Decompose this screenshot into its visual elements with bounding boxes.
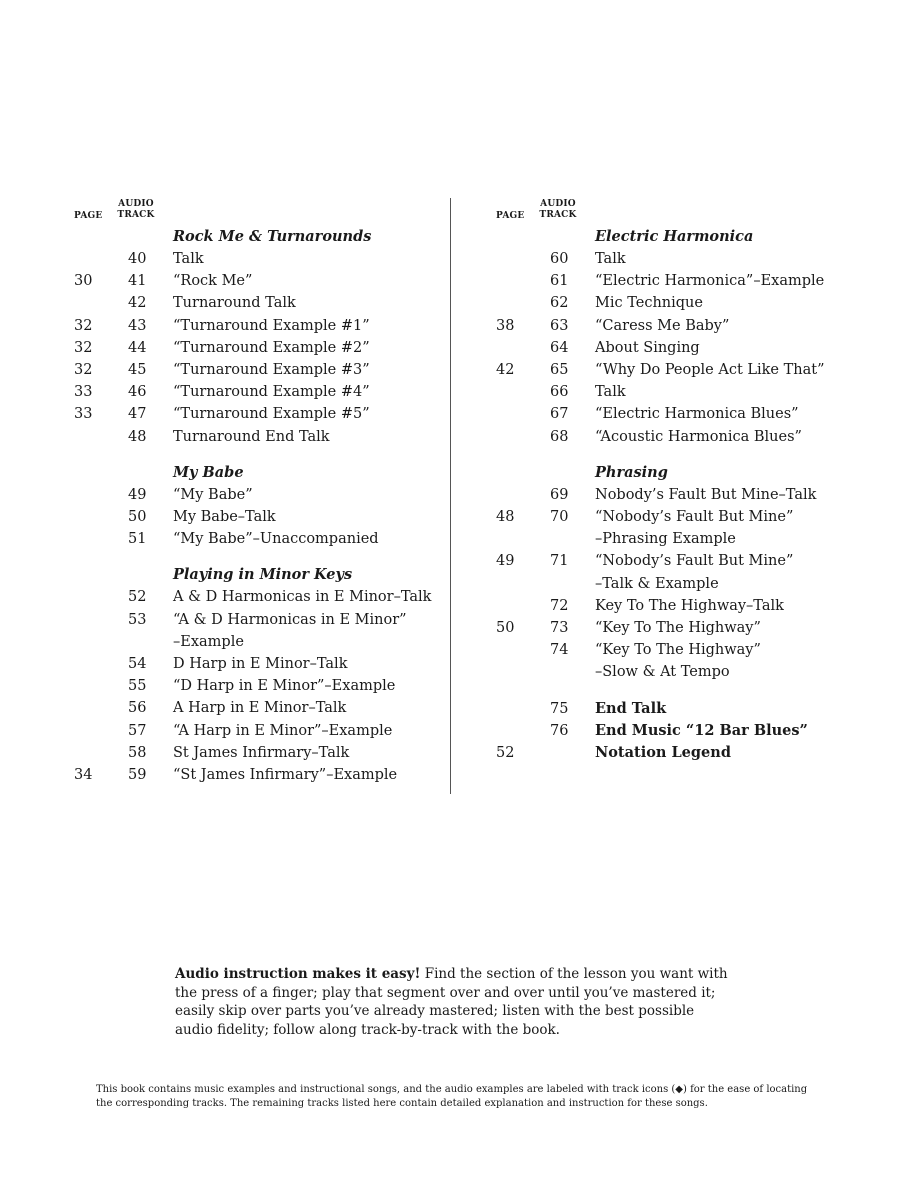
entry-title: “Turnaround Example #5” — [173, 406, 370, 423]
track-entry — [482, 720, 862, 742]
entry-title: Talk — [173, 251, 204, 267]
entry-title: “Nobody’s Fault But Mine” — [595, 553, 794, 570]
entry-page-number: 49 — [496, 553, 515, 570]
entry-track-number: 44 — [128, 339, 147, 356]
track-entry — [60, 484, 440, 506]
audio-track-header — [116, 199, 156, 221]
entry-title: “Turnaround Example #2” — [173, 339, 370, 356]
left-sections — [60, 226, 440, 786]
track-header-label: TRACK — [539, 210, 577, 220]
track-entry — [482, 506, 862, 550]
entry-title-continuation: –Slow & At Tempo — [595, 664, 730, 681]
left-column — [60, 190, 440, 786]
entry-track-number: 59 — [128, 767, 147, 784]
entry-track-number: 46 — [128, 384, 147, 401]
entry-title: End Talk — [595, 699, 667, 717]
entry-title: Nobody’s Fault But Mine–Talk — [595, 486, 817, 503]
track-entry — [60, 609, 440, 653]
entry-track-number: 50 — [128, 509, 147, 526]
track-entry — [60, 337, 440, 359]
entry-title: D Harp in E Minor–Talk — [173, 656, 348, 673]
entry-title: Key To The Highway–Talk — [595, 597, 784, 614]
track-entry — [60, 292, 440, 314]
entry-track-number: 76 — [550, 722, 569, 739]
entry-page-number: 33 — [74, 406, 93, 423]
right-sections — [482, 226, 862, 684]
entry-track-number: 51 — [128, 531, 147, 548]
track-entry — [482, 359, 862, 381]
entry-title-continuation: –Example — [173, 633, 244, 650]
toc-section — [60, 462, 440, 551]
entry-track-number: 60 — [550, 251, 569, 267]
track-entry — [482, 381, 862, 403]
entry-page-number: 50 — [496, 620, 515, 637]
entry-track-number: 67 — [550, 406, 569, 423]
entry-title: St James Infirmary–Talk — [173, 744, 350, 761]
entry-title: “Turnaround Example #3” — [173, 362, 370, 379]
entry-track-number: 74 — [550, 642, 569, 659]
closing-entries — [482, 698, 862, 765]
entry-track-number: 56 — [128, 700, 147, 717]
track-entry — [482, 426, 862, 448]
entry-title: “St James Infirmary”–Example — [173, 767, 398, 784]
track-entry — [60, 426, 440, 448]
entry-title: “Acoustic Harmonica Blues” — [595, 428, 802, 445]
entry-track-number: 62 — [550, 295, 569, 312]
track-entry — [60, 653, 440, 675]
section-title: Electric Harmonica — [595, 228, 754, 245]
entry-title: “Caress Me Baby” — [595, 317, 730, 334]
entry-track-number: 72 — [550, 597, 569, 614]
entry-title: Mic Technique — [595, 295, 703, 312]
right-column — [482, 190, 862, 764]
promo-body: Find the section of the lesson you want with the press of a finger; play that segment over and over until you’ve mastered it; easily skip over parts you’ve already mastered; listen with the best possible audio fidelity; follow along track-by-track with the book. — [175, 966, 728, 1038]
entry-track-number: 73 — [550, 620, 569, 637]
track-entry — [60, 315, 440, 337]
entry-title: “Turnaround Example #1” — [173, 317, 370, 334]
track-entry — [482, 337, 862, 359]
entry-title: Notation Legend — [595, 744, 731, 762]
entry-title: “Key To The Highway” — [595, 642, 761, 659]
entry-track-number: 57 — [128, 722, 147, 739]
entry-track-number: 68 — [550, 428, 569, 445]
entry-title-continuation: –Phrasing Example — [595, 531, 736, 548]
entry-track-number: 42 — [128, 295, 147, 312]
entry-track-number: 64 — [550, 339, 569, 356]
page-header-label: PAGE — [496, 211, 525, 221]
track-entry — [482, 292, 862, 314]
entry-track-number: 40 — [128, 251, 147, 267]
toc-section — [482, 462, 862, 684]
page-header-label: PAGE — [74, 211, 103, 221]
track-entry — [482, 315, 862, 337]
track-entry — [482, 270, 862, 292]
entry-page-number: 42 — [496, 362, 515, 379]
entry-title: “Nobody’s Fault But Mine” — [595, 509, 794, 526]
audio-promo-paragraph — [175, 965, 735, 1039]
track-entry — [482, 403, 862, 425]
entry-title: “A Harp in E Minor”–Example — [173, 722, 393, 739]
entry-track-number: 71 — [550, 553, 569, 570]
section-title: My Babe — [173, 463, 244, 481]
track-entry — [60, 764, 440, 786]
track-entry — [60, 506, 440, 528]
column-divider — [450, 198, 451, 794]
track-entry — [482, 639, 862, 683]
track-entry — [60, 675, 440, 697]
entry-title: My Babe–Talk — [173, 509, 276, 526]
track-entry — [60, 359, 440, 381]
track-header-label: TRACK — [117, 210, 155, 220]
column-header — [60, 190, 440, 226]
entry-track-number: 69 — [550, 486, 569, 503]
section-title: Playing in Minor Keys — [173, 566, 353, 584]
entry-track-number: 55 — [128, 678, 147, 695]
entry-title: “Why Do People Act Like That” — [595, 362, 825, 379]
entry-title-continuation: –Talk & Example — [595, 575, 719, 592]
entry-track-number: 54 — [128, 656, 147, 673]
entry-page-number: 38 — [496, 317, 515, 334]
entry-title: Talk — [595, 251, 626, 267]
track-entry — [60, 742, 440, 764]
column-header — [482, 190, 862, 226]
track-entry — [60, 720, 440, 742]
entry-track-number: 61 — [550, 273, 569, 290]
entry-title: “Electric Harmonica”–Example — [595, 273, 825, 290]
entry-track-number: 48 — [128, 428, 147, 445]
track-entry — [482, 550, 862, 594]
entry-page-number: 33 — [74, 384, 93, 401]
entry-title: A Harp in E Minor–Talk — [173, 700, 347, 717]
entry-track-number: 58 — [128, 744, 147, 761]
entry-title: “Key To The Highway” — [595, 620, 761, 637]
entry-track-number: 43 — [128, 317, 147, 334]
track-entry — [60, 697, 440, 719]
entry-track-number: 49 — [128, 486, 147, 503]
entry-title: “My Babe” — [173, 486, 253, 503]
entry-title: “Turnaround Example #4” — [173, 384, 370, 401]
toc-section — [60, 226, 440, 448]
entry-track-number: 65 — [550, 362, 569, 379]
entry-track-number: 66 — [550, 384, 569, 401]
track-entry — [482, 742, 862, 764]
entry-track-number: 53 — [128, 611, 147, 628]
audio-header-label: AUDIO — [540, 199, 576, 209]
entry-title: A & D Harmonicas in E Minor–Talk — [173, 589, 432, 606]
track-entry — [60, 528, 440, 550]
entry-track-number: 75 — [550, 700, 569, 717]
track-entry — [482, 617, 862, 639]
entry-track-number: 45 — [128, 362, 147, 379]
audio-track-header — [538, 199, 578, 221]
track-entry — [482, 484, 862, 506]
entry-track-number: 41 — [128, 273, 147, 290]
entry-title: “Rock Me” — [173, 273, 253, 290]
section-title: Phrasing — [595, 463, 668, 481]
entry-page-number: 34 — [74, 767, 93, 784]
entry-track-number: 52 — [128, 589, 147, 606]
track-entry — [60, 248, 440, 270]
footnote: This book contains music examples and instructional songs, and the audio examples are labeled with track icons (◆) for the ease of locating the corresponding tracks. The remaining tracks listed here contain detailed explanation and instruction for these songs. — [96, 1084, 808, 1109]
section-title: Rock Me & Turnarounds — [173, 228, 372, 245]
entry-title: “D Harp in E Minor”–Example — [173, 678, 396, 695]
entry-track-number: 63 — [550, 317, 569, 334]
track-entry — [60, 381, 440, 403]
entry-title: Turnaround End Talk — [173, 428, 330, 445]
entry-page-number: 32 — [74, 317, 93, 334]
audio-header-label: AUDIO — [118, 199, 154, 209]
entry-page-number: 32 — [74, 362, 93, 379]
track-entry — [482, 698, 862, 720]
entry-page-number: 32 — [74, 339, 93, 356]
entry-page-number: 52 — [496, 745, 515, 762]
entry-page-number: 30 — [74, 273, 93, 290]
toc-section — [482, 226, 862, 448]
entry-title: Talk — [595, 384, 626, 401]
entry-track-number: 70 — [550, 509, 569, 526]
entry-page-number: 48 — [496, 509, 515, 526]
track-entry — [482, 595, 862, 617]
entry-title: “My Babe”–Unaccompanied — [173, 531, 379, 548]
entry-title: “A & D Harmonicas in E Minor” — [173, 611, 407, 628]
track-entry — [60, 270, 440, 292]
entry-title: Turnaround Talk — [173, 295, 296, 312]
toc-section — [60, 564, 440, 786]
promo-lead: Audio instruction makes it easy! — [175, 966, 421, 982]
entry-title: About Singing — [595, 339, 700, 356]
track-entry — [60, 586, 440, 608]
entry-title: “Electric Harmonica Blues” — [595, 406, 799, 423]
entry-title: End Music “12 Bar Blues” — [595, 721, 808, 739]
track-entry — [60, 403, 440, 425]
entry-track-number: 47 — [128, 406, 147, 423]
track-entry — [482, 248, 862, 270]
